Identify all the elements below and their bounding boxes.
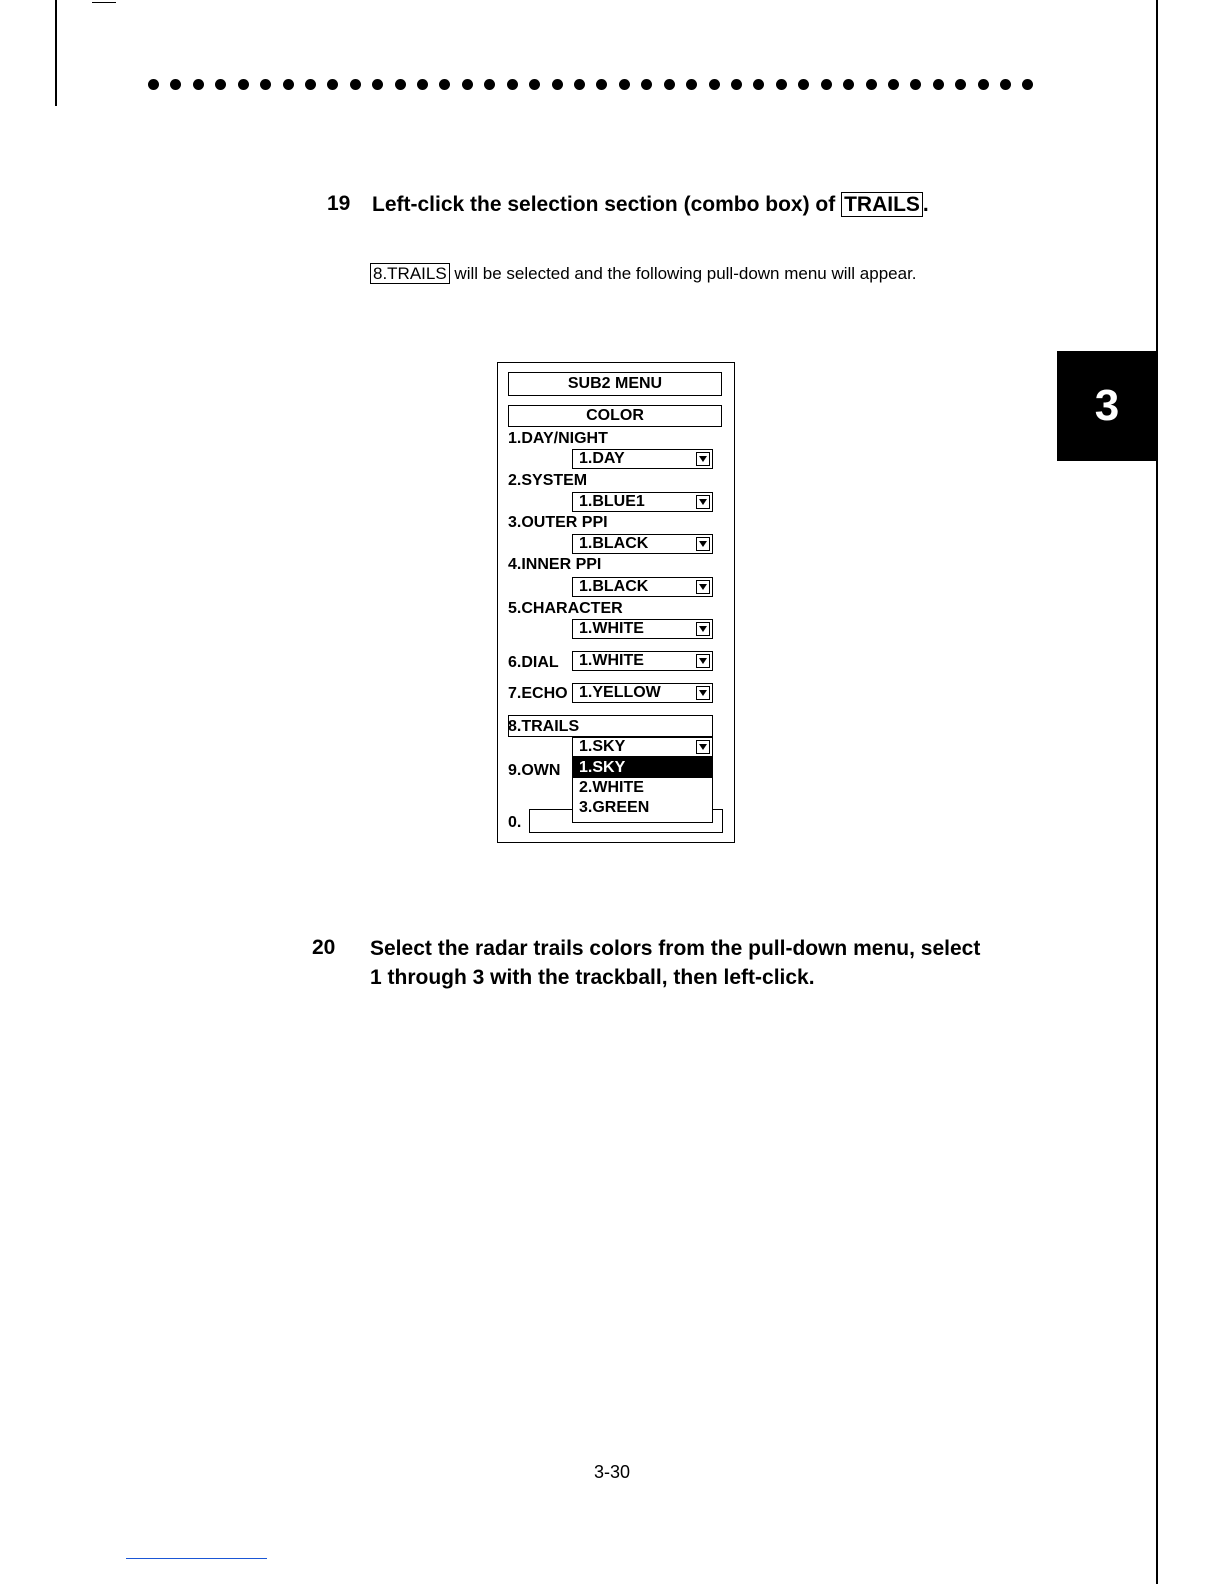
combo-value: 1.WHITE xyxy=(579,620,644,637)
dot xyxy=(776,79,787,90)
combo-value: 1.SKY xyxy=(579,738,626,755)
item-label-character: 5.CHARACTER xyxy=(508,600,623,617)
dropdown-arrow-icon[interactable] xyxy=(696,740,710,754)
dot xyxy=(327,79,338,90)
item-label-trails: 8.TRAILS xyxy=(508,718,580,735)
dot xyxy=(596,79,607,90)
dot xyxy=(753,79,764,90)
menu-title: SUB2 MENU xyxy=(508,372,722,396)
bottom-left-rule xyxy=(126,1558,267,1559)
combo-value: 1.BLACK xyxy=(579,578,649,595)
combo-value: 1.YELLOW xyxy=(579,684,661,701)
dot xyxy=(170,79,181,90)
dropdown-option-sky[interactable]: 1.SKY xyxy=(573,758,712,778)
dropdown-arrow-icon[interactable] xyxy=(696,495,710,509)
combo-trails[interactable] xyxy=(572,737,713,757)
dot xyxy=(193,79,204,90)
right-edge-line xyxy=(1156,0,1158,1584)
dropdown-arrow-icon[interactable] xyxy=(696,686,710,700)
combo-echo[interactable] xyxy=(572,683,713,703)
dot xyxy=(664,79,675,90)
step-20-line-2: 1 through 3 with the trackball, then left-click. xyxy=(370,966,815,989)
trails-item-box: 8.TRAILS xyxy=(370,263,450,284)
dropdown-arrow-icon[interactable] xyxy=(696,452,710,466)
dot xyxy=(709,79,720,90)
step-19-note-text: will be selected and the following pull-down menu will appear. xyxy=(449,264,917,283)
dot xyxy=(552,79,563,90)
item-label-echo: 7.ECHO xyxy=(508,685,568,702)
dot xyxy=(798,79,809,90)
chapter-tab: 3 xyxy=(1057,351,1157,461)
dot xyxy=(933,79,944,90)
dot xyxy=(821,79,832,90)
dot xyxy=(484,79,495,90)
dot xyxy=(238,79,249,90)
dot xyxy=(305,79,316,90)
dot xyxy=(1022,79,1033,90)
dot xyxy=(395,79,406,90)
combo-character[interactable] xyxy=(572,619,713,639)
dot xyxy=(574,79,585,90)
combo-day-night[interactable] xyxy=(572,449,713,469)
combo-dial[interactable] xyxy=(572,651,713,671)
dot xyxy=(148,79,159,90)
item-label-own: 9.OWN xyxy=(508,762,561,779)
dropdown-arrow-icon[interactable] xyxy=(696,537,710,551)
dot xyxy=(866,79,877,90)
color-section-header[interactable]: COLOR xyxy=(508,405,722,427)
dot-rule xyxy=(148,74,1034,94)
dot xyxy=(417,79,428,90)
dot xyxy=(686,79,697,90)
combo-value: 1.BLUE1 xyxy=(579,493,645,510)
combo-value: 1.DAY xyxy=(579,450,625,467)
sub2-menu-panel xyxy=(497,362,735,843)
combo-system[interactable] xyxy=(572,492,713,512)
dot xyxy=(350,79,361,90)
dropdown-option-white[interactable]: 2.WHITE xyxy=(579,779,644,796)
item-label-dial: 6.DIAL xyxy=(508,654,559,671)
step-19-text xyxy=(372,190,929,219)
step-20-line-1: Select the radar trails colors from the pull-down menu, select xyxy=(370,937,981,960)
dot xyxy=(462,79,473,90)
item-label-inner-ppi: 4.INNER PPI xyxy=(508,556,602,573)
dot xyxy=(978,79,989,90)
item-label-outer-ppi: 3.OUTER PPI xyxy=(508,514,608,531)
exit-number: 0. xyxy=(508,814,522,831)
dot xyxy=(731,79,742,90)
step-19-note xyxy=(370,264,917,284)
item-label-system: 2.SYSTEM xyxy=(508,472,588,489)
dot xyxy=(619,79,630,90)
dot xyxy=(507,79,518,90)
dropdown-option-green[interactable]: 3.GREEN xyxy=(579,799,650,816)
dot xyxy=(641,79,652,90)
combo-outer-ppi[interactable] xyxy=(572,534,713,554)
combo-inner-ppi[interactable] xyxy=(572,577,713,597)
dropdown-arrow-icon[interactable] xyxy=(696,580,710,594)
dot xyxy=(215,79,226,90)
combo-value: 1.WHITE xyxy=(579,652,644,669)
step-19-number: 19 xyxy=(327,192,351,215)
dot xyxy=(910,79,921,90)
dot xyxy=(529,79,540,90)
dropdown-arrow-icon[interactable] xyxy=(696,654,710,668)
dot xyxy=(260,79,271,90)
trails-dropdown-list xyxy=(572,757,713,823)
step-20-number: 20 xyxy=(312,936,336,959)
combo-value: 1.BLACK xyxy=(579,535,649,552)
dot xyxy=(439,79,450,90)
dot xyxy=(888,79,899,90)
left-margin-line xyxy=(55,0,57,106)
dot xyxy=(372,79,383,90)
dropdown-arrow-icon[interactable] xyxy=(696,622,710,636)
top-left-dash xyxy=(92,2,116,3)
dot xyxy=(955,79,966,90)
trails-keyword-box: TRAILS xyxy=(841,192,923,217)
dot xyxy=(843,79,854,90)
dot xyxy=(1000,79,1011,90)
item-label-day-night: 1.DAY/NIGHT xyxy=(508,430,608,447)
step-19-period: . xyxy=(922,193,929,216)
step-19-instruction: Left-click the selection section (combo box) of xyxy=(372,193,842,216)
dot xyxy=(283,79,294,90)
page-number: 3-30 xyxy=(593,1462,631,1482)
